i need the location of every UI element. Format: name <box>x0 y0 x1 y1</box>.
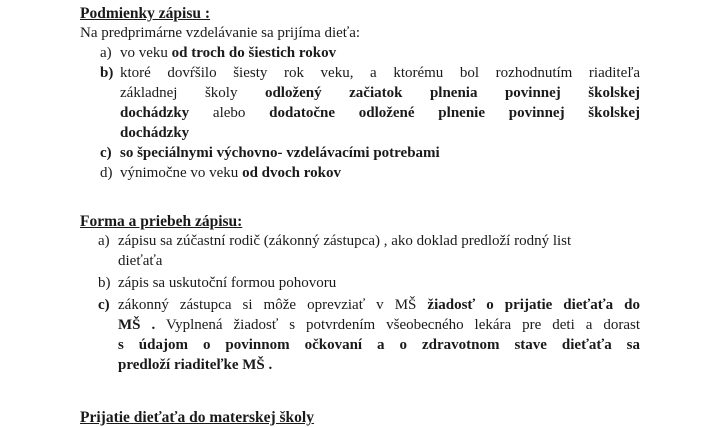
list-item-b-text-3: dochádzky alebo dodatočne odložené plnenie povinnej školskej <box>120 105 640 121</box>
section2-item-a-line2: dieťaťa <box>118 253 163 269</box>
intro-text: Na predprimárne vzdelávanie sa prijíma dieťa: <box>80 25 361 41</box>
list-item-d: d) výnimočne vo veku od dvoch rokov <box>100 165 341 181</box>
list-item-b-text-2: základnej školy odložený začiatok plnenia povinnej školskej <box>120 85 640 101</box>
section2-item-c-line1: zákonný zástupca si môže oprevziať v MŠ žiadosť o prijatie dieťaťa do <box>118 297 640 313</box>
section2-item-c-line4: predloží riaditeľke MŠ . <box>118 357 273 373</box>
heading-prijatie-dietata: Prijatie dieťaťa do materskej školy <box>80 409 314 426</box>
section2-item-a-line1: a) zápisu sa zúčastní rodič (zákonný zástupca) , ako doklad predloží rodný list <box>98 233 572 249</box>
list-item-a: a) vo veku od troch do šiestich rokov <box>100 45 337 61</box>
list-item-c: c) so špeciálnymi výchovno- vzdelávacími potrebami <box>100 145 440 161</box>
list-item-b-text-1: ktoré dovŕšilo šiesty rok veku, a ktorému bol rozhodnutím riaditeľa <box>120 65 640 81</box>
list-item-b-line1: b) <box>100 65 114 81</box>
section2-item-c-line2: MŠ . Vyplnená žiadosť s potvrdením všeobecného lekára pre deti a dorast <box>118 317 641 333</box>
heading-forma-priebeh: Forma a priebeh zápisu: <box>80 213 243 230</box>
list-item-b-text-4: dochádzky <box>120 125 190 141</box>
section2-item-c-marker: c) <box>98 297 110 313</box>
section2-item-b: b) zápis sa uskutoční formou pohovoru <box>98 275 337 291</box>
section2-item-c-line3: s údajom o povinnom očkovaní a o zdravotnom stave dieťaťa sa <box>118 337 640 353</box>
heading-podmienky-zapisu: Podmienky zápisu : <box>80 5 211 22</box>
